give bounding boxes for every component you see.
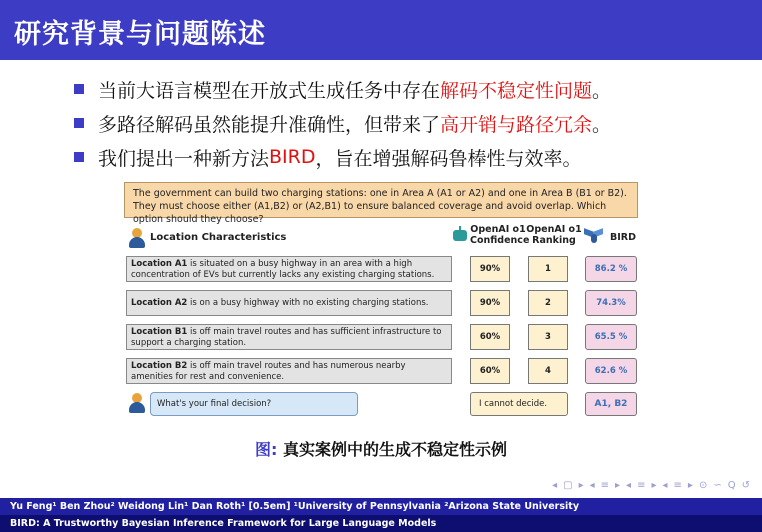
location-name: Location A2 xyxy=(131,297,188,308)
ranking-cell: 4 xyxy=(528,358,568,384)
location-row-a2 xyxy=(126,290,452,316)
location-header: Location Characteristics xyxy=(150,232,287,243)
nav-section-icon[interactable]: ≡ xyxy=(637,480,646,491)
nav-prev-doc-icon[interactable]: ◂ xyxy=(662,480,668,491)
bird-answer-box: A1, B2 xyxy=(585,392,637,416)
confidence-cell: 90% xyxy=(470,290,510,316)
nav-subsection-icon[interactable]: ≡ xyxy=(600,480,610,491)
confidence-cell: 60% xyxy=(470,358,510,384)
nav-search-icon[interactable]: ⊙ xyxy=(698,480,708,491)
bullet-text-end: ，旨在增强解码鲁棒性与效率。 xyxy=(315,147,582,170)
location-desc: is situated on a busy highway in an area with a high concentration of EVs but currently lacks any existing charging stations. xyxy=(131,259,435,280)
confidence-header-line2: Confidence xyxy=(470,235,530,246)
nav-back-icon[interactable]: ∽ xyxy=(713,480,722,491)
bird-icon xyxy=(584,228,604,244)
location-row-a1 xyxy=(126,256,452,282)
nav-frame-icon[interactable]: ▢ xyxy=(563,480,573,491)
bird-cell: 86.2 % xyxy=(585,256,637,282)
bullet-item xyxy=(74,140,754,174)
confidence-cell: 60% xyxy=(470,324,510,350)
ranking-header-line2: Ranking xyxy=(532,235,576,246)
nav-prev-icon[interactable]: ◂ xyxy=(552,480,558,491)
bullet-text-end: 。 xyxy=(592,79,612,102)
bullet-list xyxy=(74,72,754,174)
bullet-square-icon xyxy=(74,152,84,162)
confidence-header xyxy=(470,224,530,246)
bird-header: BIRD xyxy=(610,232,636,243)
bullet-text-end: 。 xyxy=(592,113,612,136)
slide-title-bar xyxy=(0,0,762,60)
ranking-header xyxy=(526,224,582,246)
nav-next-doc-icon[interactable]: ▸ xyxy=(687,480,693,491)
example-figure xyxy=(120,180,642,425)
location-row-b1 xyxy=(126,324,452,350)
bullet-square-icon xyxy=(74,118,84,128)
bullet-square-icon xyxy=(74,84,84,94)
location-name: Location B1 xyxy=(131,327,188,337)
ranking-cell: 3 xyxy=(528,324,568,350)
bird-cell: 65.5 % xyxy=(585,324,637,350)
location-desc: is off main travel routes and has sufficient infrastructure to support a charging station. xyxy=(131,327,442,348)
nav-next-subsection-icon[interactable]: ▸ xyxy=(615,480,621,491)
bullet-text: 当前大语言模型在开放式生成任务中存在 xyxy=(98,79,441,102)
nav-refresh-icon[interactable]: ↺ xyxy=(741,480,750,491)
ranking-cell: 1 xyxy=(528,256,568,282)
slide-title: 研究背景与问题陈述 xyxy=(14,19,266,50)
footer-paper-title: BIRD: A Trustworthy Bayesian Inference Framework for Large Language Models xyxy=(0,515,762,532)
ranking-cell: 2 xyxy=(528,290,568,316)
location-name: Location B2 xyxy=(131,361,188,371)
bullet-highlight: BIRD xyxy=(269,146,316,168)
nav-doc-icon[interactable]: ≡ xyxy=(673,480,682,491)
decision-bubble: What's your final decision? xyxy=(150,392,358,416)
confidence-header-line1: OpenAI o1 xyxy=(470,224,526,235)
location-desc: is on a busy highway with no existing charging stations. xyxy=(187,297,429,308)
nav-next-icon[interactable]: ▸ xyxy=(578,480,584,491)
bird-cell: 74.3% xyxy=(585,290,637,316)
question-box: The government can build two charging stations: one in Area A (A1 or A2) and one in Area B (B1 or B2). They must choose either (A1,B2) or (A2,B1) to ensure balanced coverage and avoid overlap. Which option should they choose? xyxy=(124,182,638,218)
location-name: Location A1 xyxy=(131,259,188,269)
bullet-item xyxy=(74,106,754,140)
nav-next-section-icon[interactable]: ▸ xyxy=(651,480,657,491)
footer-authors: Yu Feng¹ Ben Zhou² Weidong Lin¹ Dan Roth¹ [0.5em] ¹University of Pennsylvania ²Arizona State University xyxy=(0,498,762,515)
location-desc: is off main travel routes and has numerous nearby amenities for rest and convenience. xyxy=(131,361,406,382)
caption-text: 真实案例中的生成不稳定性示例 xyxy=(277,440,507,459)
nav-zoom-icon[interactable]: Q xyxy=(727,480,736,491)
ranking-header-line1: OpenAI o1 xyxy=(526,224,582,235)
bullet-text: 我们提出一种新方法 xyxy=(98,147,270,170)
bullet-item xyxy=(74,72,754,106)
bullet-highlight: 解码不稳定性问题 xyxy=(440,79,593,102)
beamer-navigation xyxy=(552,480,750,491)
location-row-b2 xyxy=(126,358,452,384)
nav-prev-section-icon[interactable]: ◂ xyxy=(626,480,632,491)
bird-cell: 62.6 % xyxy=(585,358,637,384)
confidence-cell: 90% xyxy=(470,256,510,282)
person-icon xyxy=(128,228,146,248)
bullet-text: 多路径解码虽然能提升准确性，但带来了 xyxy=(98,113,441,136)
o1-answer-box: I cannot decide. xyxy=(470,392,568,416)
person-icon xyxy=(128,393,146,413)
bullet-highlight: 高开销与路径冗余 xyxy=(440,113,593,136)
nav-prev-subsection-icon[interactable]: ◂ xyxy=(589,480,595,491)
figure-caption xyxy=(0,437,762,460)
robot-icon xyxy=(452,226,468,242)
caption-label: 图: xyxy=(255,440,278,459)
